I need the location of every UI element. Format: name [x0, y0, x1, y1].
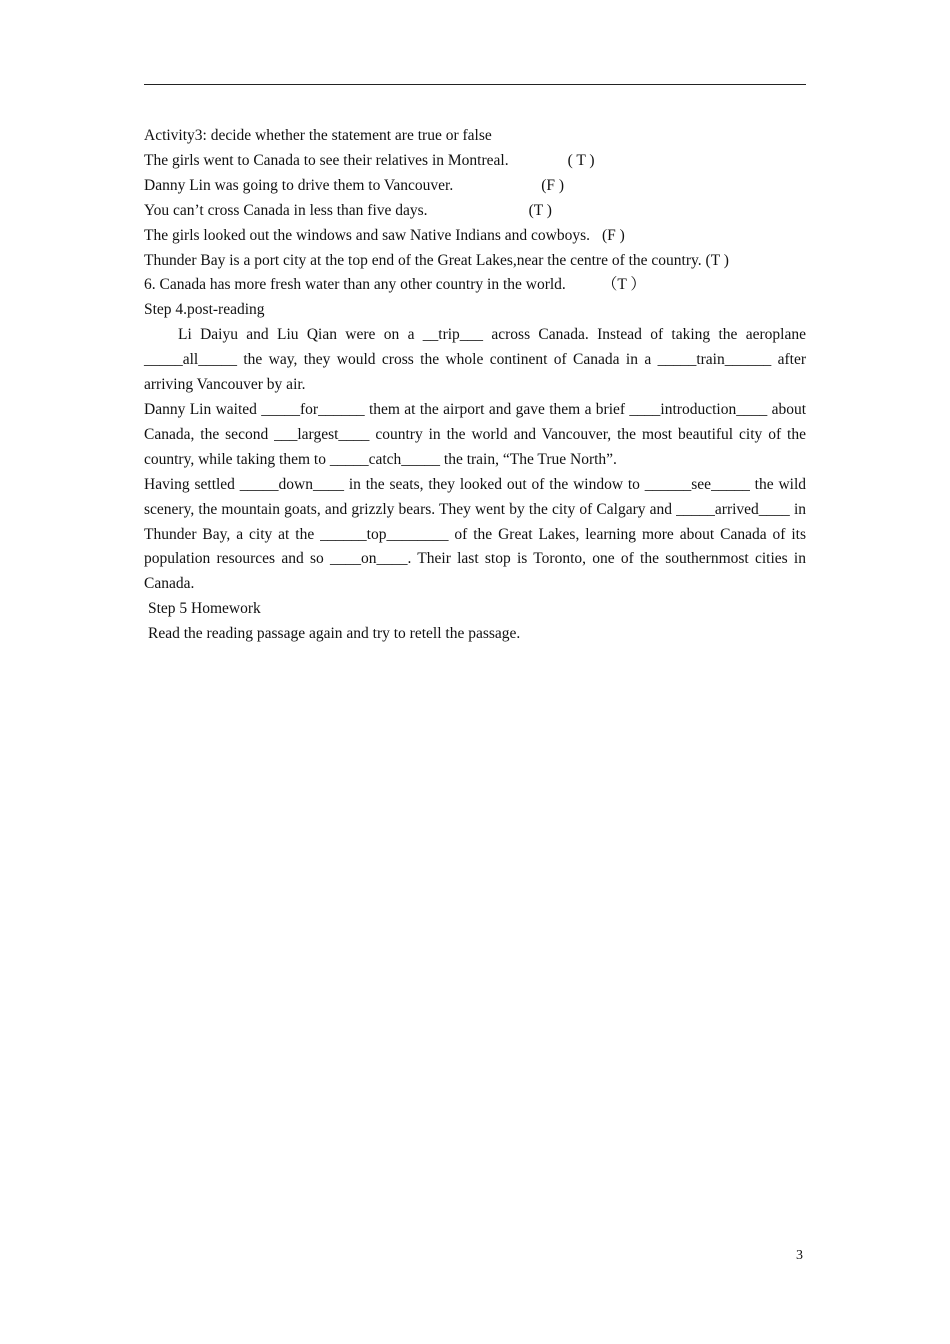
statement-text: Danny Lin was going to drive them to Vancouver.	[144, 176, 454, 194]
activity3-heading: Activity3: decide whether the statement are true or false	[144, 127, 492, 144]
header-rule	[144, 84, 806, 85]
statement-2	[144, 174, 806, 199]
page-number: 3	[796, 1248, 803, 1263]
statement-5	[144, 249, 806, 274]
step4-paragraph-3: Having settled _____down____ in the seats, they looked out of the window to ______see_____ the wild scenery, the mountain goats, and grizzly bears. They went by the city of Calgary and _____arrived____ in Thunder Bay, a city at the ______top________ of the Great Lakes, learning more about Canada of its population resources and so ____on____. Their last stop is Toronto, one of the southernmost cities in Canada.	[144, 475, 806, 593]
step5-heading: Step 5 Homework	[148, 600, 261, 618]
statement-text: You can’t cross Canada in less than five days.	[144, 201, 428, 219]
statement-answer: (F )	[601, 226, 625, 244]
document-body	[144, 124, 806, 647]
statement-text: The girls looked out the windows and saw Native Indians and cowboys.	[144, 226, 590, 244]
step4-heading: Step 4.post-reading	[144, 301, 265, 319]
statement-answer: (T )	[528, 201, 552, 219]
step4-paragraph-2: Danny Lin waited _____for______ them at the airport and gave them a brief ____introduction____ about Canada, the second ___largest____ country in the world and Vancouver, the most beautiful city of the country, while taking them to _____catch_____ the train, “The True North”.	[144, 400, 806, 468]
statement-1	[144, 149, 806, 174]
statement-text: Thunder Bay is a port city at the top end of the Great Lakes,near the centre of the country.	[144, 251, 702, 269]
statement-6	[144, 273, 806, 298]
statement-answer: ( T )	[567, 151, 595, 169]
statement-text: 6. Canada has more fresh water than any other country in the world.	[144, 276, 566, 294]
step4-paragraph-1: Li Daiyu and Liu Qian were on a __trip___ across Canada. Instead of taking the aeroplane _____all_____ the way, they would cross the whole continent of Canada in a _____train______ after arriving Vancouver by air.	[144, 326, 806, 394]
step5-text: Read the reading passage again and try to retell the passage.	[148, 625, 521, 643]
statement-3	[144, 199, 806, 224]
statement-4	[144, 224, 806, 249]
statement-text: The girls went to Canada to see their relatives in Montreal.	[144, 151, 509, 169]
statement-answer: (T )	[705, 251, 729, 269]
statement-answer: （T ）	[601, 276, 646, 294]
statement-answer: (F )	[541, 176, 565, 194]
